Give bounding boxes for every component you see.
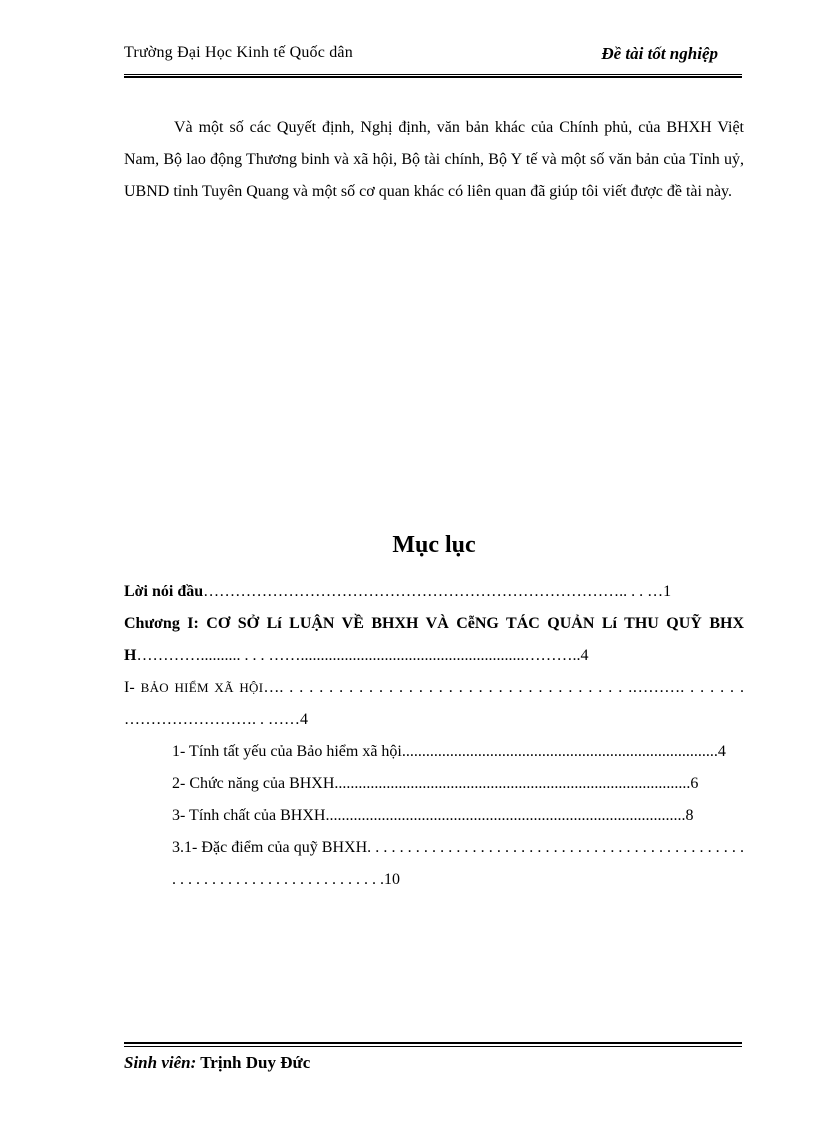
table-of-contents: [124, 576, 744, 896]
toc-entry-1-1: [124, 736, 744, 768]
toc-entry-leader: ………….......... . . . ……........................................................………..: [136, 647, 581, 664]
toc-entry-page: 4: [717, 743, 726, 760]
toc-entry-label: 2- Chức năng của BHXH: [172, 775, 335, 792]
toc-entry-page: 4: [300, 711, 308, 728]
intro-paragraph: Và một số các Quyết định, Nghị định, văn bản khác của Chính phủ, của BHXH Việt Nam, Bộ lao động Thương binh và xã hội, Bộ tài chính, Bộ Y tế và một số văn bản của Tỉnh uỷ, UBND tỉnh Tuyên Quang và một số cơ quan khác có liên quan đã giúp tôi viết được đề tài này.: [124, 119, 744, 200]
toc-entry-prefix: I-: [124, 679, 135, 696]
toc-title: Mục lục: [392, 532, 476, 558]
footer-rule: [124, 1042, 742, 1047]
toc-entry-label: 3.1- Đặc điểm của quỹ BHXH: [172, 839, 368, 856]
toc-entry-foreword: [124, 576, 744, 608]
toc-entry-page: 8: [685, 807, 694, 824]
page-header: [124, 44, 742, 68]
toc-entry-1-3-1: [124, 832, 744, 896]
toc-entry-chapter-1: [124, 608, 744, 672]
toc-entry-leader: ...............................................................................: [401, 743, 718, 760]
header-doc-type: Đề tài tốt nghiệp: [601, 44, 718, 63]
toc-entry-leader: …. . . . . . . . . . . . . . . . . . . . . . . . . . . . . . . . . . . .………. . . . . . . ……………………. . ……: [124, 679, 745, 728]
footer-student-name: Trịnh Duy Đức: [200, 1053, 311, 1072]
toc-entry-page: 6: [690, 775, 699, 792]
toc-entry-page: 4: [580, 647, 589, 664]
toc-entry-leader: …………………………………………………………………….. . . …: [203, 583, 664, 600]
toc-entry-label: BẢO HIỂM XÃ HỘI: [140, 680, 264, 695]
toc-entry-leader: . . . . . . . . . . . . . . . . . . . . . . . . . . . . . . . . . . . . . . . . . . . . . . . . . . . . . . . . . . . . . . . . . . . . . . . . . .: [172, 839, 745, 888]
toc-entry-label: Lời nói đầu: [124, 583, 204, 600]
toc-entry-section-1: [124, 672, 744, 736]
toc-entry-page: 10: [384, 871, 400, 888]
toc-entry-leader: ..........................................................................................: [325, 807, 686, 824]
header-rule: [124, 74, 742, 78]
header-university: Trường Đại Học Kinh tế Quốc dân: [124, 44, 353, 61]
page-footer: [124, 1053, 310, 1073]
footer-student-label: Sinh viên:: [124, 1053, 197, 1072]
toc-entry-leader: .........................................................................................: [334, 775, 691, 792]
toc-entry-label: 1- Tính tất yếu của Bảo hiểm xã hội: [172, 743, 402, 760]
toc-entry-1-3: [124, 800, 744, 832]
toc-entry-1-2: [124, 768, 744, 800]
toc-entry-label: 3- Tính chất của BHXH: [172, 807, 326, 824]
toc-entry-page: 1: [663, 583, 672, 600]
toc-entry-label: Chương I: CƠ SỞ Lí LUẬN VỀ BHXH VÀ CễNG TÁC QUẢN Lí THU QUỸ BHXH: [124, 615, 744, 664]
